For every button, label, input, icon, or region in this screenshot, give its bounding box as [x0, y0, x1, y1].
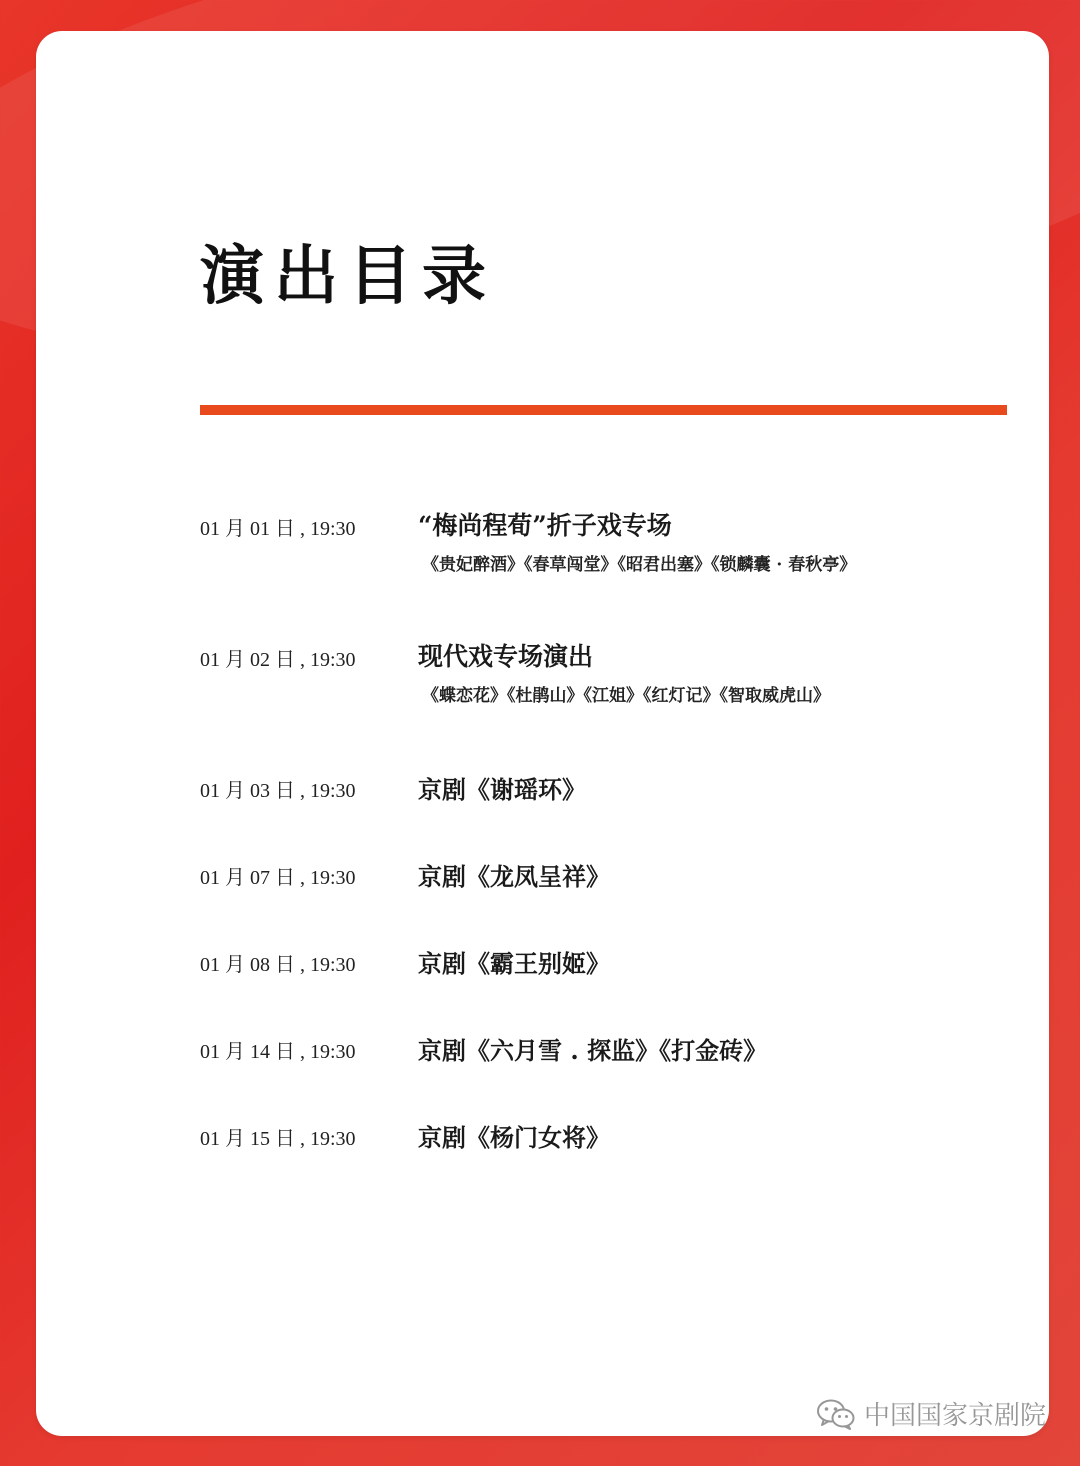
- performance-title: 现代戏专场演出: [418, 642, 594, 671]
- performance-title: 京剧《霸王别姬》: [418, 949, 610, 978]
- performance-date: 01 月 15 日 , 19:30: [200, 1128, 356, 1150]
- page-title: 演出目录: [200, 239, 496, 314]
- performance-title: 京剧《六月雪 . 探监》《打金砖》: [418, 1036, 768, 1065]
- performance-date: 01 月 08 日 , 19:30: [200, 954, 356, 976]
- title-divider: [200, 405, 1007, 415]
- watermark: [816, 1395, 1046, 1432]
- performance-title: 京剧《谢瑶环》: [418, 775, 586, 804]
- performance-title: 京剧《龙凤呈祥》: [418, 862, 610, 891]
- performance-date: 01 月 03 日 , 19:30: [200, 780, 356, 802]
- performance-date: 01 月 07 日 , 19:30: [200, 867, 356, 889]
- performance-program: 《贵妃醉酒》《春草闯堂》《昭君出塞》《锁麟囊 · 春秋亭》: [422, 555, 857, 575]
- performance-title: 京剧《杨门女将》: [418, 1123, 610, 1152]
- performance-date: 01 月 02 日 , 19:30: [200, 649, 356, 671]
- watermark-text: 中国国家京剧院: [863, 1401, 1046, 1431]
- performance-date: 01 月 14 日 , 19:30: [200, 1041, 356, 1063]
- wechat-icon: [816, 1398, 856, 1430]
- performance-title: “梅尚程荀”折子戏专场: [418, 511, 672, 540]
- performance-date: 01 月 01 日 , 19:30: [200, 518, 356, 540]
- performance-program: 《蝶恋花》《杜鹃山》《江姐》《红灯记》《智取威虎山》: [422, 686, 830, 706]
- content-card: [36, 31, 1049, 1436]
